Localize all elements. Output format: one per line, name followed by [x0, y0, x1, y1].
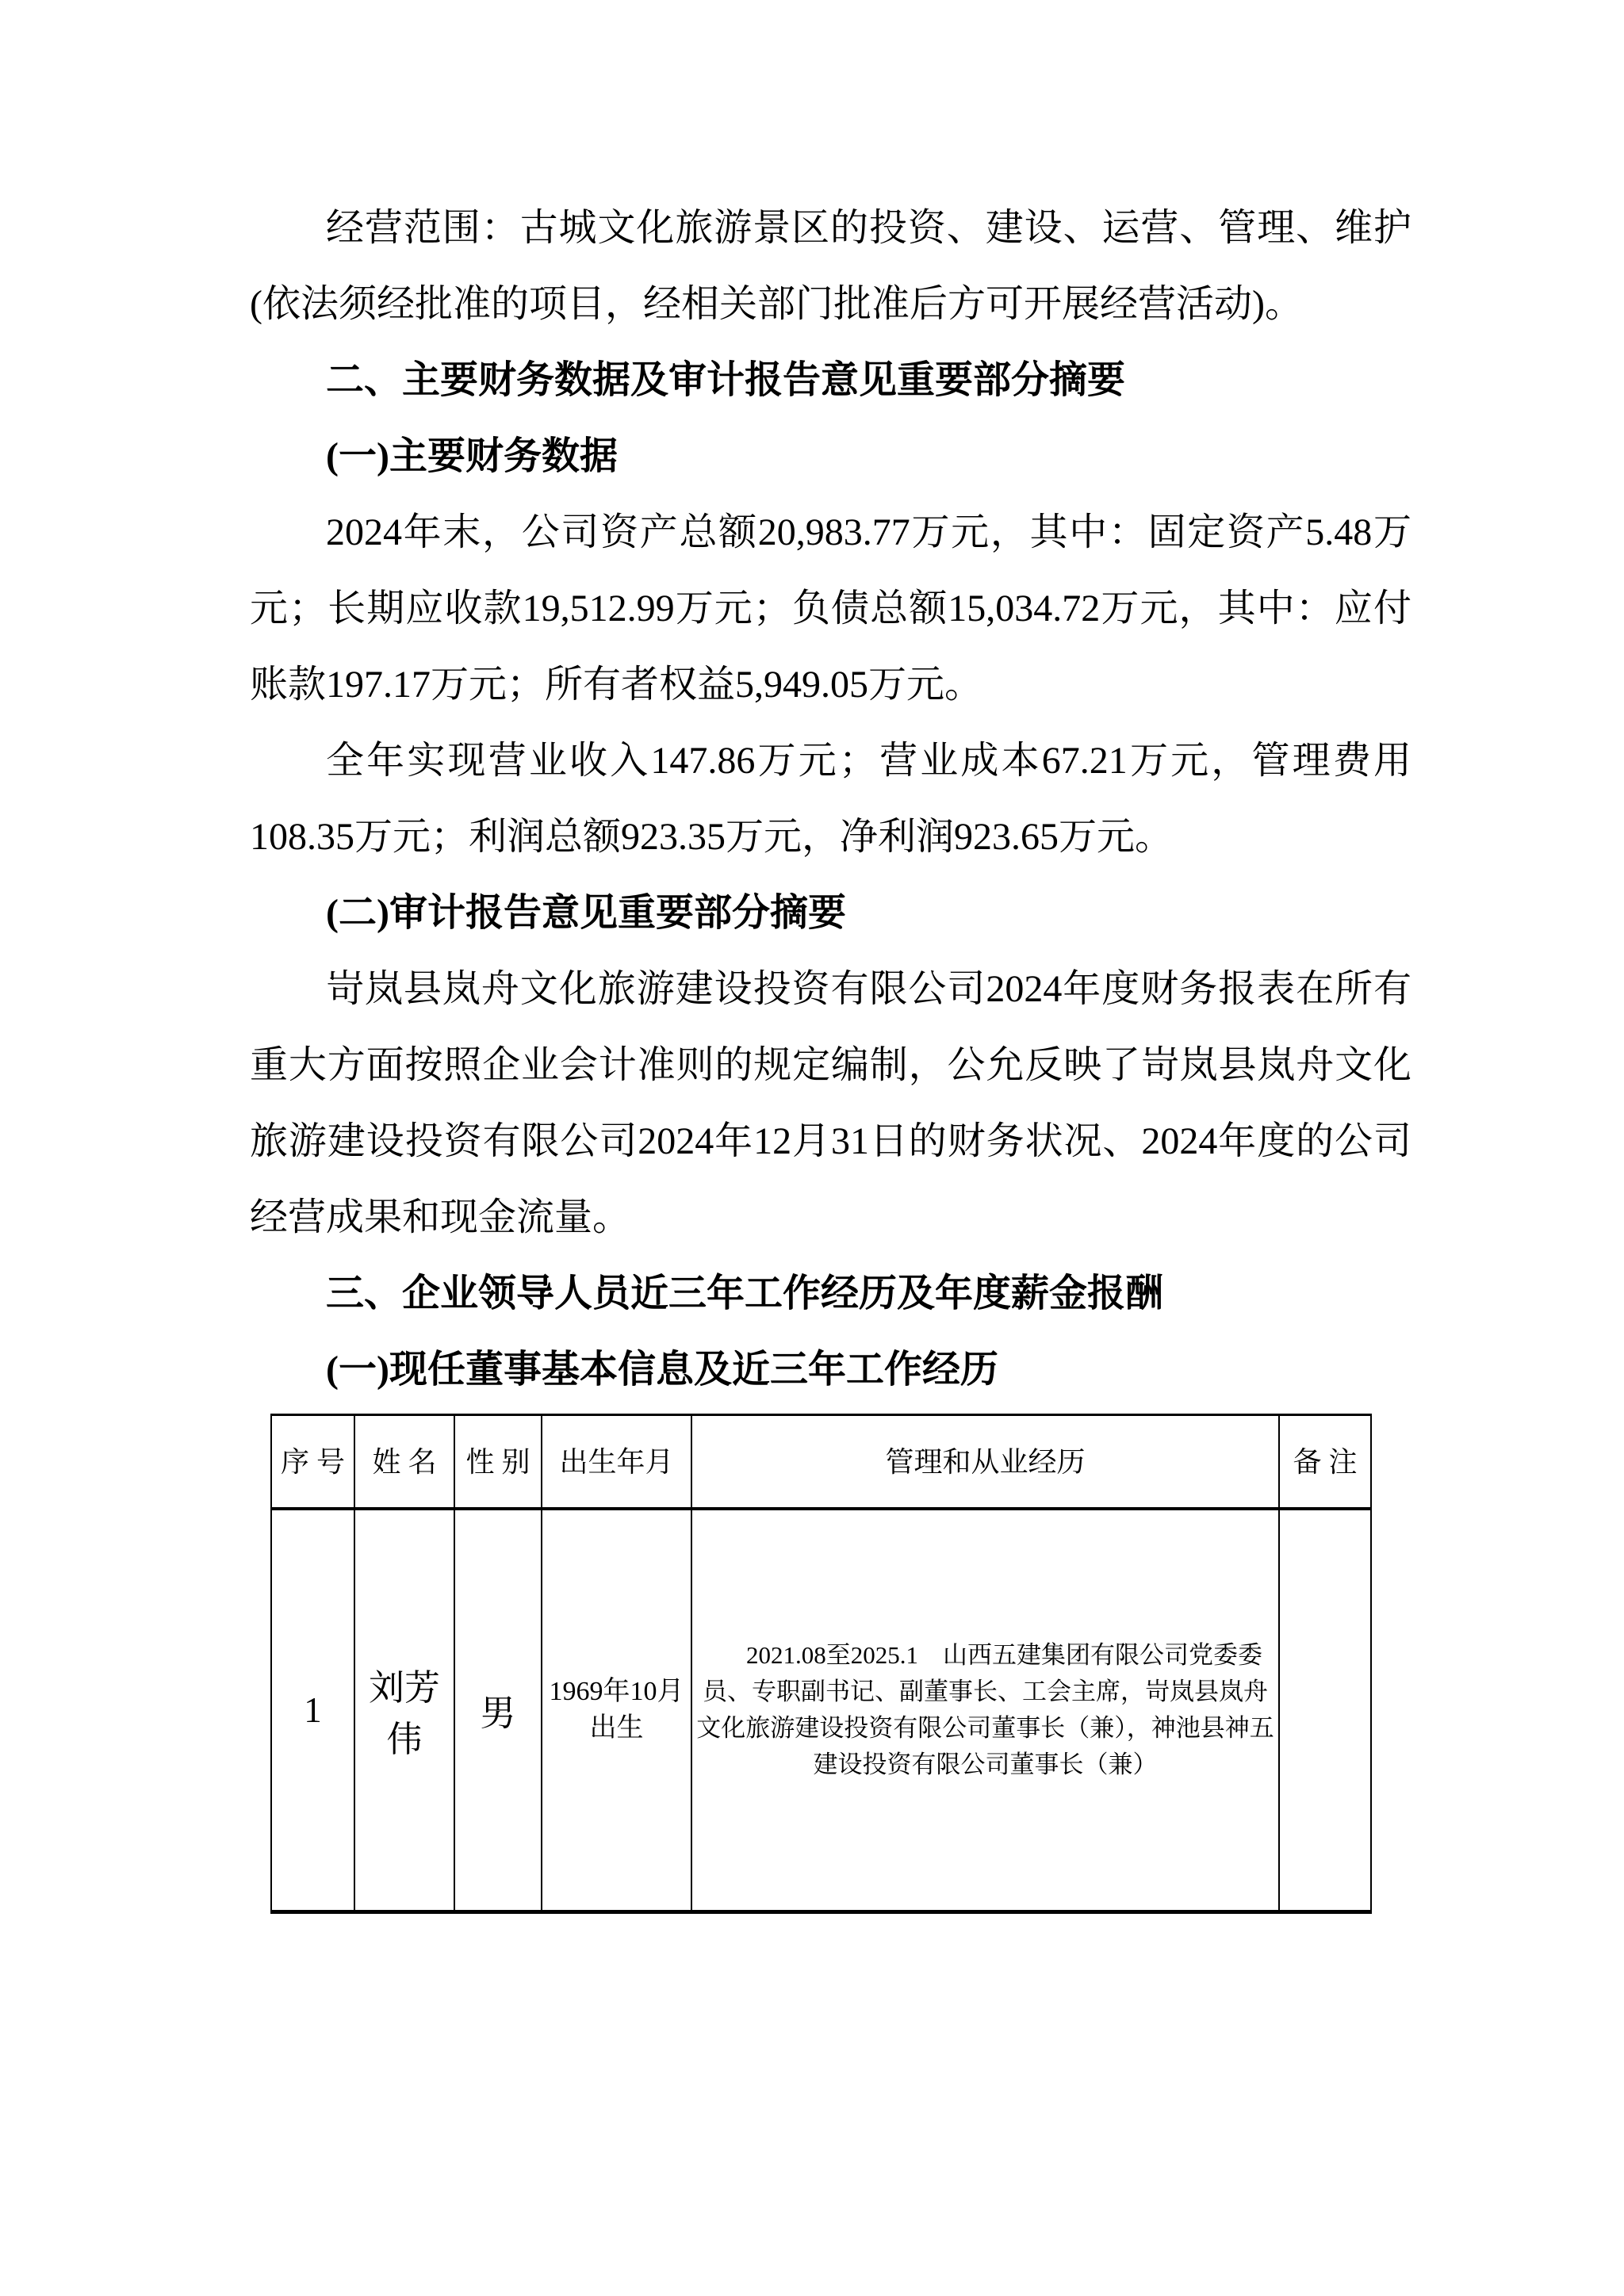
paragraph-operating-scope: 经营范围：古城文化旅游景区的投资、建设、运营、管理、维护(依法须经批准的项目，经相关部门批准后方可开展经营活动)。	[250, 207, 1411, 325]
directors-table	[270, 1414, 1372, 1914]
director-row-1	[271, 1509, 1371, 1911]
header-cell-birth: 出生年月	[542, 1415, 691, 1510]
header-cell-note: 备 注	[1279, 1415, 1371, 1510]
document-body	[250, 190, 1411, 1408]
heading-sub-one-current-directors: (一)现任董事基本信息及近三年工作经历	[326, 1349, 998, 1391]
cell-experience	[691, 1509, 1279, 1911]
paragraph-balance-sheet-figures: 2024年末，公司资产总额20,983.77万元，其中：固定资产5.48万元；长期应收款19,512.99万元；负债总额15,034.72万元，其中：应付账款197.17万元；所有者权益5,949.05万元。	[250, 511, 1411, 706]
heading-sub-two-audit-opinion-summary: (二)审计报告意见重要部分摘要	[326, 892, 846, 934]
cell-seq: 1	[271, 1509, 354, 1911]
directors-table-header-row	[271, 1415, 1371, 1510]
heading-sub-one-main-financial-data: (一)主要财务数据	[326, 435, 618, 477]
paragraph-income-figures: 全年实现营业收入147.86万元；营业成本67.21万元，管理费用108.35万元；利润总额923.35万元，净利润923.65万元。	[250, 740, 1411, 858]
header-cell-name: 姓 名	[354, 1415, 454, 1510]
header-cell-seq: 序 号	[271, 1415, 354, 1510]
heading-section-two-financial-and-audit-summary: 二、主要财务数据及审计报告意见重要部分摘要	[326, 359, 1126, 401]
cell-name: 刘芳伟	[354, 1509, 454, 1911]
heading-section-three-leadership: 三、企业领导人员近三年工作经历及年度薪金报酬	[326, 1272, 1164, 1314]
cell-note	[1279, 1509, 1371, 1911]
cell-birth: 1969年10月出生	[542, 1509, 691, 1911]
header-cell-gender: 性 别	[454, 1415, 542, 1510]
cell-gender: 男	[454, 1509, 542, 1911]
paragraph-audit-opinion: 岢岚县岚舟文化旅游建设投资有限公司2024年度财务报表在所有重大方面按照企业会计准则的规定编制，公允反映了岢岚县岚舟文化旅游建设投资有限公司2024年12月31日的财务状况、2024年度的公司经营成果和现金流量。	[250, 968, 1411, 1238]
header-cell-experience: 管理和从业经历	[691, 1415, 1279, 1510]
experience-text: 2021.08至2025.1 山西五建集团有限公司党委委员、专职副书记、副董事长、工会主席，岢岚县岚舟文化旅游建设投资有限公司董事长（兼），神池县神五建设投资有限公司董事长（兼）	[696, 1640, 1274, 1778]
